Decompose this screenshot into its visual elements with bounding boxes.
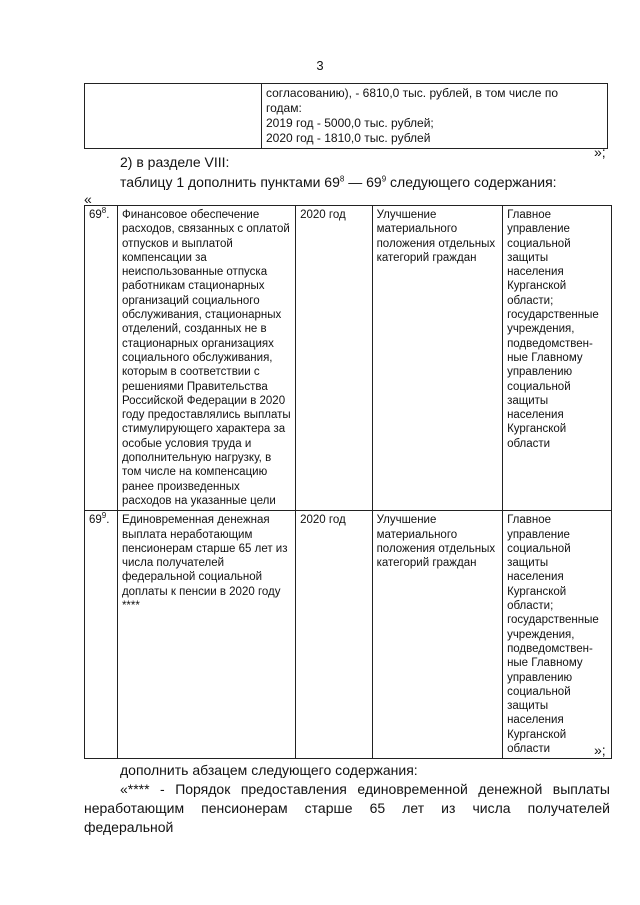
measures-table — [84, 205, 612, 759]
row-result: Улучшение материального положения отдельных категорий граждан — [372, 511, 502, 759]
row-year: 2020 год — [296, 511, 372, 759]
closing-quote: »; — [594, 742, 606, 758]
row-executor: Главное управление социальной защиты населения Курганской области; государственные учреждения, подведомствен-ные Главному управлению социальной защиты населения Курганской области — [503, 511, 612, 759]
opening-quote: « — [84, 191, 92, 207]
funding-line: 2020 год - 1810,0 тыс. рублей — [266, 131, 431, 145]
row-year: 2020 год — [296, 206, 372, 511]
row-number: $69^8$. — [85, 206, 118, 511]
funding-cell — [262, 84, 608, 149]
paragraph: «**** - Порядок предоставления единовременной денежной выплаты неработающим пенсионерам старше 65 лет из числа получателей федеральной — [84, 781, 610, 835]
row-description: Единовременная денежная выплата неработающим пенсионерам старше 65 лет из числа получателей федеральной социальной доплаты к пенсии в 2020 году **** — [117, 511, 295, 759]
paragraph: дополнить абзацем следующего содержания: — [120, 762, 418, 778]
row-executor: Главное управление социальной защиты населения Курганской области; государственные учреждения, подведомствен-ные Главному управлению социальной защиты населения Курганской области — [503, 206, 612, 511]
closing-quote: »; — [594, 144, 606, 160]
section-heading: 2) в разделе VIII: — [120, 154, 230, 170]
row-number: $69^9$. — [85, 511, 118, 759]
funding-line: годам: — [266, 101, 302, 115]
row-description: Финансовое обеспечение расходов, связанных с оплатой отпусков и выплатой компенсации за неиспользованные отпуска работникам стационарных организаций социального обслуживания, стационарных отделений, созданных не в стационарных организациях социального обслуживания, которым в соответствии с решениями Правительства Российской Федерации в 2020 году предоставлялись выплаты стимулирующего характера за особые условия труда и дополнительную нагрузку, в том числе на компенсацию ранее произведенных расходов на указанные цели — [117, 206, 295, 511]
funding-line: 2019 год - 5000,0 тыс. рублей; — [266, 116, 434, 130]
continuation-table — [84, 83, 608, 149]
page-number: 3 — [316, 58, 324, 73]
row-result: Улучшение материального положения отдельных категорий граждан — [372, 206, 502, 511]
table-row — [85, 511, 612, 759]
table-row — [85, 206, 612, 511]
empty-cell — [85, 84, 262, 149]
intro-line: таблицу 1 дополнить пунктами $69^8$ — $69^9$ следующего содержания: — [120, 174, 557, 190]
funding-line: согласованию), - 6810,0 тыс. рублей, в том числе по — [266, 86, 558, 100]
